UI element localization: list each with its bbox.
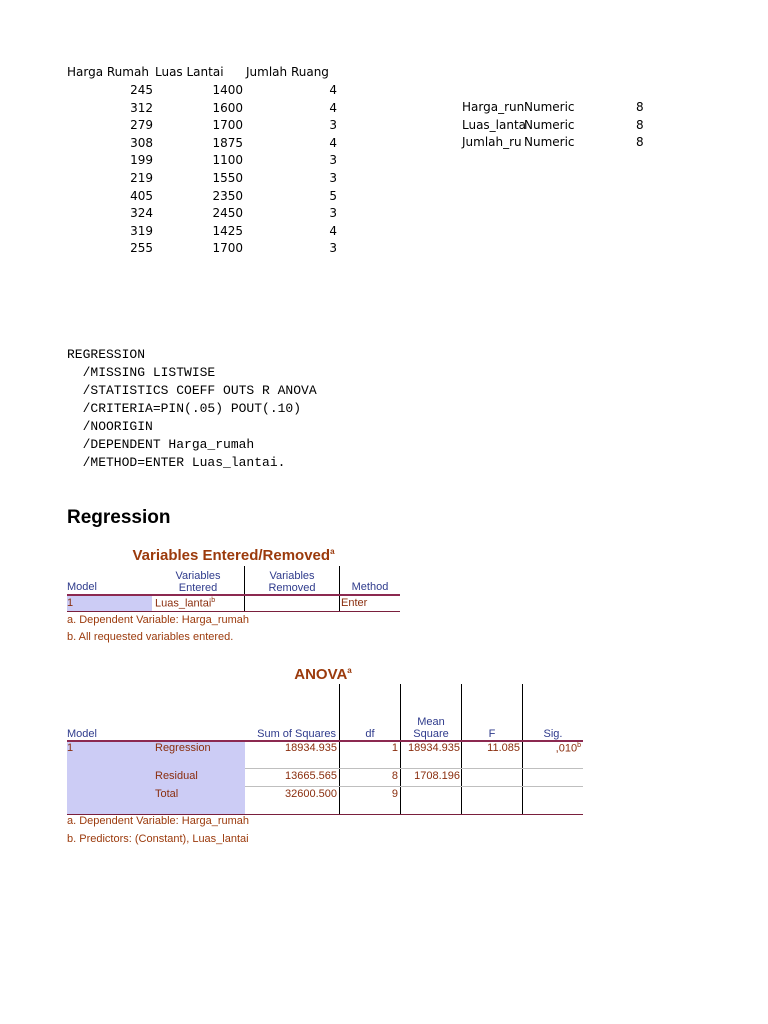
syntax-line: /CRITERIA=PIN(.05) POUT(.10) <box>67 401 302 416</box>
anova-row-ms: 18934.935 <box>408 742 460 754</box>
anova-row-sig: ,010$^b$ <box>555 742 581 755</box>
anova-note-b: b. Predictors: (Constant), Luas_lantai <box>67 833 249 845</box>
sheet-cell: 312 <box>130 100 153 115</box>
var-width: 8 <box>636 135 644 150</box>
anova-row-ss: 13665.565 <box>285 770 337 782</box>
sheet-cell: 1100 <box>212 153 243 168</box>
sheet-cell: 279 <box>130 118 153 133</box>
var-name: Jumlah_ru <box>462 135 522 150</box>
sheet-cell: 3 <box>329 118 337 133</box>
anova-col-sig: Sig. <box>543 728 563 740</box>
ver-note-b: b. All requested variables entered. <box>67 631 234 643</box>
col-header-jumlah-ruang: Jumlah Ruang <box>246 65 329 79</box>
ver-row-model: 1 <box>67 597 74 609</box>
sheet-cell: 219 <box>130 171 153 185</box>
sheet-cell: 4 <box>329 83 337 97</box>
regression-syntax <box>67 346 317 472</box>
anova-row-label: Residual <box>155 770 198 782</box>
syntax-line: REGRESSION <box>67 347 146 362</box>
col-header-harga-rumah: Harga Rumah <box>67 65 149 79</box>
sheet-cell: 245 <box>130 83 153 97</box>
sheet-cell: 1400 <box>212 83 243 97</box>
anova-row-f: 11.085 <box>487 742 520 754</box>
sheet-cell: 324 <box>130 206 153 221</box>
sheet-cell: 1700 <box>212 241 243 256</box>
var-name: Harga_run <box>462 100 525 114</box>
ver-col-removed: Variables Removed <box>268 570 316 594</box>
syntax-line: /DEPENDENT Harga_rumah <box>67 437 255 452</box>
sheet-cell: 1550 <box>212 171 243 185</box>
syntax-line: /METHOD=ENTER Luas_lantai. <box>67 455 286 470</box>
ver-row-method: Enter <box>341 597 368 609</box>
anova-row-df: 1 <box>391 742 398 754</box>
sheet-cell: 3 <box>329 206 337 221</box>
var-type: Numeric <box>524 100 575 114</box>
ver-note-a: a. Dependent Variable: Harga_rumah <box>67 614 250 626</box>
sheet-cell: 1425 <box>212 223 243 238</box>
ver-col-entered: Variables Entered <box>175 570 221 594</box>
col-header-luas-lantai: Luas Lantai <box>155 65 224 79</box>
anova-col-df: df <box>365 728 375 740</box>
sheet-cell: 308 <box>130 135 153 150</box>
sheet-cell: 199 <box>130 153 153 168</box>
anova-col-ms: Mean Square <box>413 716 449 740</box>
anova-table-title: ANOVA$^a$ <box>294 666 352 683</box>
syntax-line: /NOORIGIN <box>67 419 153 434</box>
sheet-cell: 1700 <box>212 118 243 133</box>
sheet-cell: 4 <box>329 135 337 150</box>
sheet-cell: 3 <box>329 153 337 168</box>
sheet-cell: 405 <box>130 188 153 203</box>
anova-row-df: 9 <box>391 788 398 800</box>
output-heading: Regression <box>67 507 171 528</box>
sheet-cell: 5 <box>329 188 337 203</box>
var-type: Numeric <box>524 135 575 150</box>
syntax-line: /STATISTICS COEFF OUTS R ANOVA <box>67 383 317 398</box>
var-name: Luas_lanta <box>462 117 527 132</box>
sheet-cell: 319 <box>130 223 153 238</box>
sheet-cell: 3 <box>329 241 337 256</box>
sheet-cell: 255 <box>130 241 153 256</box>
anova-note-a: a. Dependent Variable: Harga_rumah <box>67 815 250 827</box>
var-width: 8 <box>636 117 644 132</box>
sheet-cell: 2350 <box>212 188 243 203</box>
anova-model-num: 1 <box>67 742 74 754</box>
ver-col-model: Model <box>67 581 97 593</box>
sheet-cell: 3 <box>329 171 337 185</box>
sheet-cell: 1600 <box>212 100 243 115</box>
ver-row-entered: Luas_lantai$^b$ <box>155 597 216 610</box>
sheet-cell: 1875 <box>212 135 243 150</box>
anova-row-ss: 18934.935 <box>285 742 337 754</box>
anova-row-df: 8 <box>391 770 398 782</box>
anova-col-ss: Sum of Squares <box>257 728 336 740</box>
sheet-cell: 4 <box>329 223 337 238</box>
syntax-line: /MISSING LISTWISE <box>67 365 216 380</box>
ver-col-method: Method <box>351 581 389 593</box>
anova-col-f: F <box>488 728 496 740</box>
anova-row-label: Regression <box>155 742 211 754</box>
anova-row-label: Total <box>155 788 179 800</box>
var-width: 8 <box>636 100 644 114</box>
anova-col-model: Model <box>67 728 97 740</box>
anova-row-ss: 32600.500 <box>285 788 337 800</box>
sheet-cell: 4 <box>329 100 337 115</box>
anova-row-ms: 1708.196 <box>414 770 460 782</box>
ver-table-title: Variables Entered/Removed$^a$ <box>132 547 335 564</box>
sheet-cell: 2450 <box>212 206 243 221</box>
var-type: Numeric <box>524 117 575 132</box>
